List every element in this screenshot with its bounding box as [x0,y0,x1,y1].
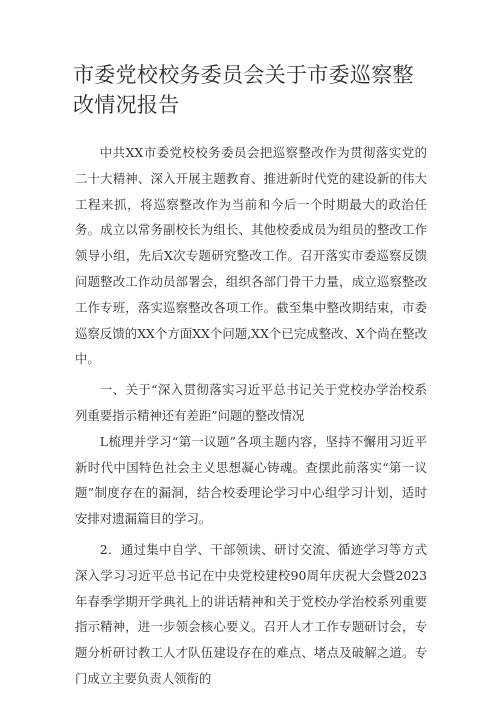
item-paragraph-2: 2．通过集中自学、干部领读、研讨交流、循迹学习等方式深入学习习近平总书记在中央党校建校90周年庆祝大会暨2023年春季学期开学典礼上的讲话精神和关于党校办学治校系列重要指示精神，进一步领会核心要义。召开人才工作专题研讨会，专题分析研讨教工人才队伍建设存在的难点、堵点及破解之道。专门成立主要负责人领衔的 [75,541,427,686]
item-paragraph-1: L梳理并学习“第一议题”各项主题内容，坚持不懈用习近平新时代中国特色社会主义思想凝心铸魂。查摆此前落实“第一议题”制度存在的漏洞，结合校委理论学习中心组学习计划，适时安排对遗漏篇目的学习。 [75,433,427,527]
section-heading-1: 一、关于“深入贯彻落实习近平总书记关于党校办学治校系列重要指示精神还有差距”问题的整改情况 [75,382,427,423]
intro-paragraph: 中共XX市委党校校务委员会把巡察整改作为贯彻落实党的二十大精神、深入开展主题教育、推进新时代党的建设新的伟大工程来抓，将巡察整改作为当前和今后一个时期最大的政治任务。成立以常务副校长为组长、其他校委成员为组员的整改工作领导小组，先后X次专题研究整改工作。召开落实市委巡察反馈问题整改工作动员部署会，组织各部门骨干力量，成立巡察整改工作专班，落实巡察整改各项工作。截至集中整改期结束，市委巡察反馈的XX个方面XX个问题,XX个已完成整改、X个尚在整改中。 [75,145,427,367]
document-title: 市委党校校务委员会关于市委巡察整改情况报告 [73,63,414,117]
document-body [75,140,427,692]
